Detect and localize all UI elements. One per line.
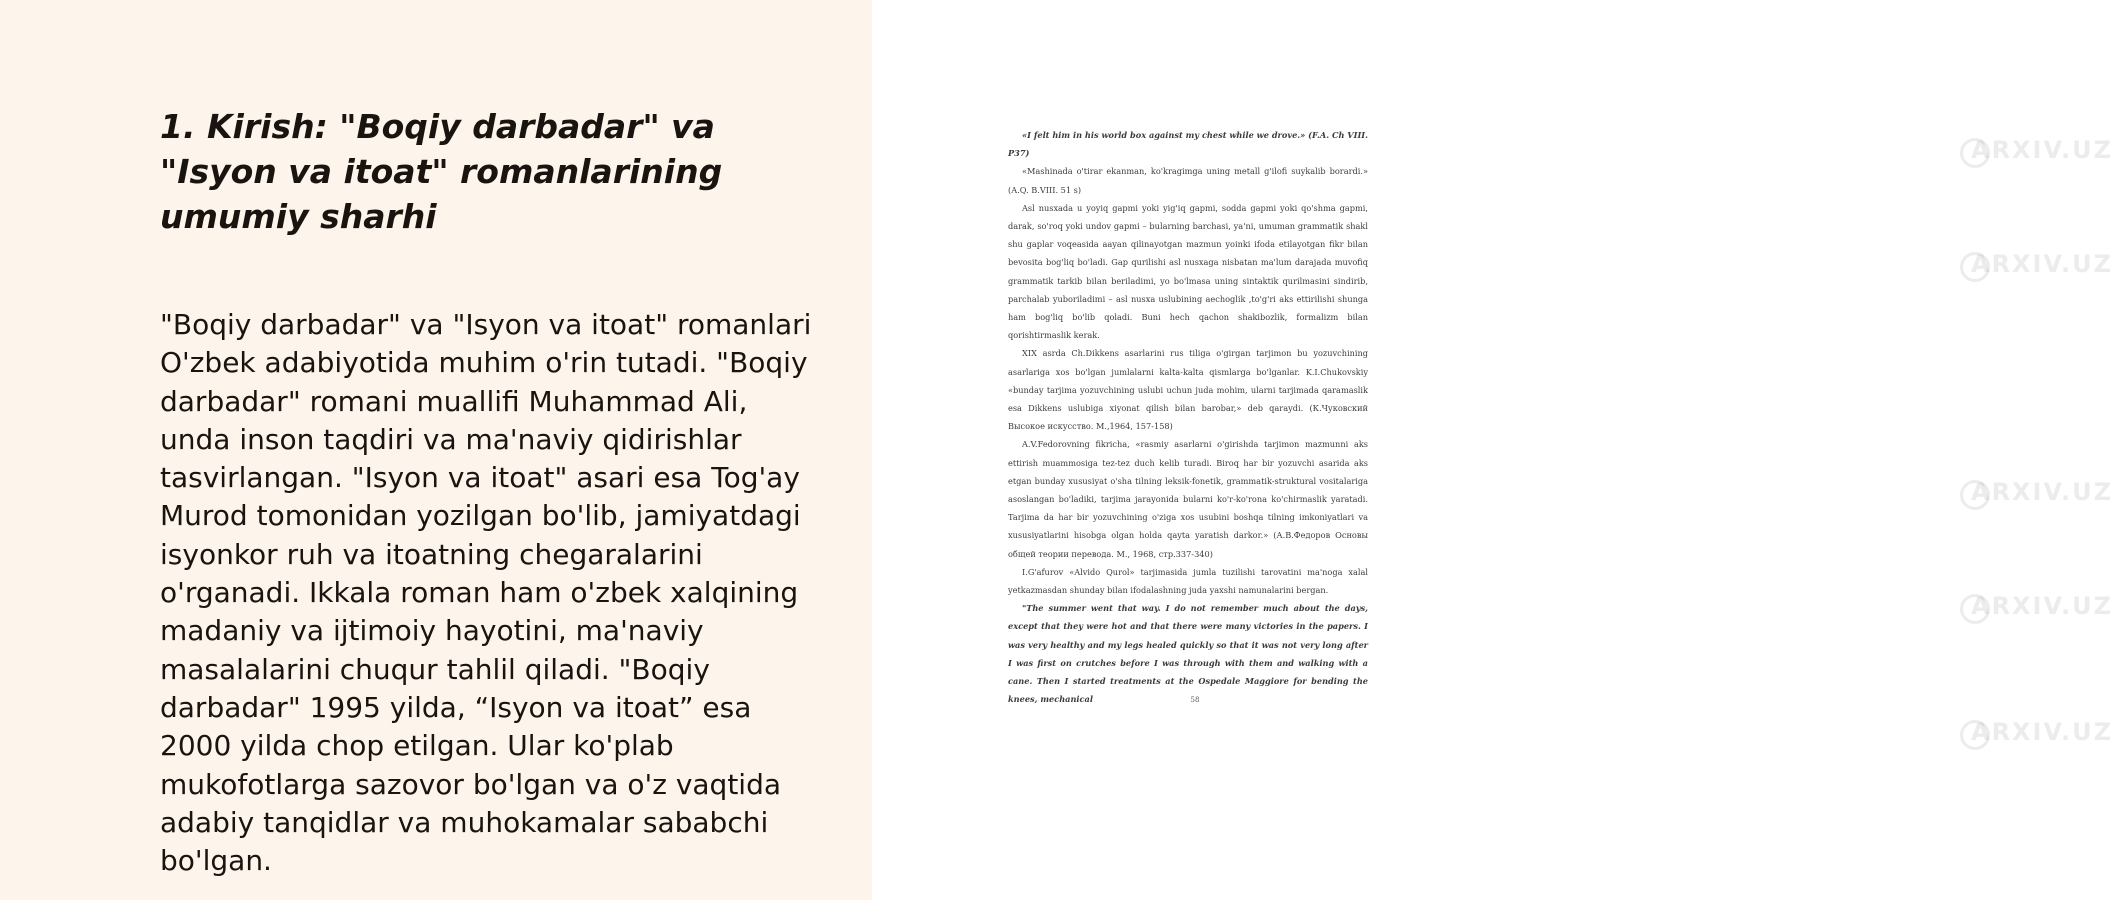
slide-title: 1. Kirish: "Boqiy darbadar" va "Isyon va itoat" romanlarining umumiy sharhi — [160, 107, 723, 236]
page-paragraph: A.V.Fedorovning fikricha, «rasmiy asarlarni o'girishda tarjimon mazmunni aks ettirish muammosiga tez-tez duch kelib turadi. Biroq har bir yozuvchi asarida aks etgan bunday xususiyat o'sha tilning leksik-fonetik, grammatik-struktural vositalariga asoslangan bo'ladiki, tarjima jarayonida bularni ko'r-ko'rona ko'chirmaslik yaratadi. Tarjima da har bir yozuvchining o'ziga xos usubini boshqa tilning imkoniyatlari va xususiyatlarini hisobga olgan holda qayta yaratish darkor.» (А.В.Федоров Основы общей теории перевода. M., 1968, стр.337-340) — [1008, 439, 1368, 559]
watermark-logo: ARXIV.UZ — [1962, 478, 2122, 506]
watermark-logo: ARXIV.UZ — [1962, 250, 2122, 278]
page-paragraph: I.G'afurov «Alvido Qurol» tarjimasida jumla tuzilishi tarovatini ma'noga xalal yetkazmasdan shunday bilan ifodalashning juda yaxshi namunalarini bergan. — [1008, 566, 1368, 596]
slide-body-text: "Boqiy darbadar" va "Isyon va itoat" romanlari O'zbek adabiyotida muhim o'rin tutadi. "Boqiy darbadar" romani muallifi Muhammad Ali, unda inson taqdiri va ma'naviy qidirishlar tasvirlangan. "Isyon va itoat" asari esa Tog'ay Murod tomonidan yozilgan bo'lib, jamiyatdagi isyonkor ruh va itoatning chegaralarini o'rganadi. Ikkala roman ham o'zbek xalqining madaniy va ijtimoiy hayotini, ma'naviy masalalarini chuqur tahlil qiladi. "Boqiy darbadar" 1995 yilda, “Isyon va itoat” esa 2000 yilda chop etilgan. Ular ko'plab mukofotlarga sazovor bo'lgan va o'z vaqtida adabiy tanqidlar va muhokamalar sababchi bo'lgan. — [160, 308, 812, 878]
watermark-logo: ARXIV.UZ — [1962, 718, 2122, 746]
page-number: 58 — [1190, 696, 1200, 704]
page-paragraph: «Mashinada o'tirar ekanman, ko'kragimga uning metall g'ilofi suykalib borardi.» (A.Q. B.VIII. 51 s) — [1008, 166, 1368, 195]
page-paragraph: «I felt him in his world box against my chest while we drove.» (F.A. Ch VIII. P37) — [1008, 130, 1368, 159]
watermark-logo: ARXIV.UZ — [1962, 592, 2122, 620]
watermark-layer — [872, 0, 2113, 746]
watermark-logo: ARXIV.UZ — [1962, 136, 2122, 164]
page-paragraph: "The summer went that way. I do not remember much about the days, except that they were hot and that there were many victories in the papers. I was very healthy and my legs healed quickly so that it was not very long after I was first on crutches before I was through with them and walking with a cane. Then I started treatments at the Ospedale Maggiore for bending the knees, mechanical — [1008, 603, 1368, 705]
page-paragraph: Asl nusxada u yoyiq gapmi yoki yig'iq gapmi, sodda gapmi yoki qo'shma gapmi, darak, so'roq yoki undov gapmi – bularning barchasi, ya'ni, umuman grammatik shakl shu gaplar voqeasida aayan qilinayotgan mazmun yoinki ifoda etilayotgan fikr bilan bevosita bog'liq bo'ladi. Gap qurilishi asl nusxaga nisbatan ma'lum darajada muvofiq grammatik tarkib bilan beriladimi, yo bo'lmasa uning sintaktik qurilmasini sindirib, parchalab yuboriladimi – asl nusxa uslubining aechoglik ,to'g'ri aks ettirilishi shunga ham bog'liq bo'lib qoladi. Buni hech qachon shakibozlik, formalizm bilan qorishtirmaslik kerak. — [1008, 202, 1368, 341]
page-paragraph: XIX asrda Ch.Dikkens asarlarini rus tiliga o'girgan tarjimon bu yozuvchining asarlariga xos bo'lgan jumlalarni kalta-kalta qismlarga bo'lganlar. K.I.Chukovskiy «bunday tarjima yozuvchining uslubi uchun juda mohim, ularni tarjimada qaramaslik esa Dikkens uslubiga xiyonat qilish bilan barobar,» deb qaraydi. (К.Чуковский Высокое искусство. M.,1964, 157-158) — [1008, 348, 1368, 432]
